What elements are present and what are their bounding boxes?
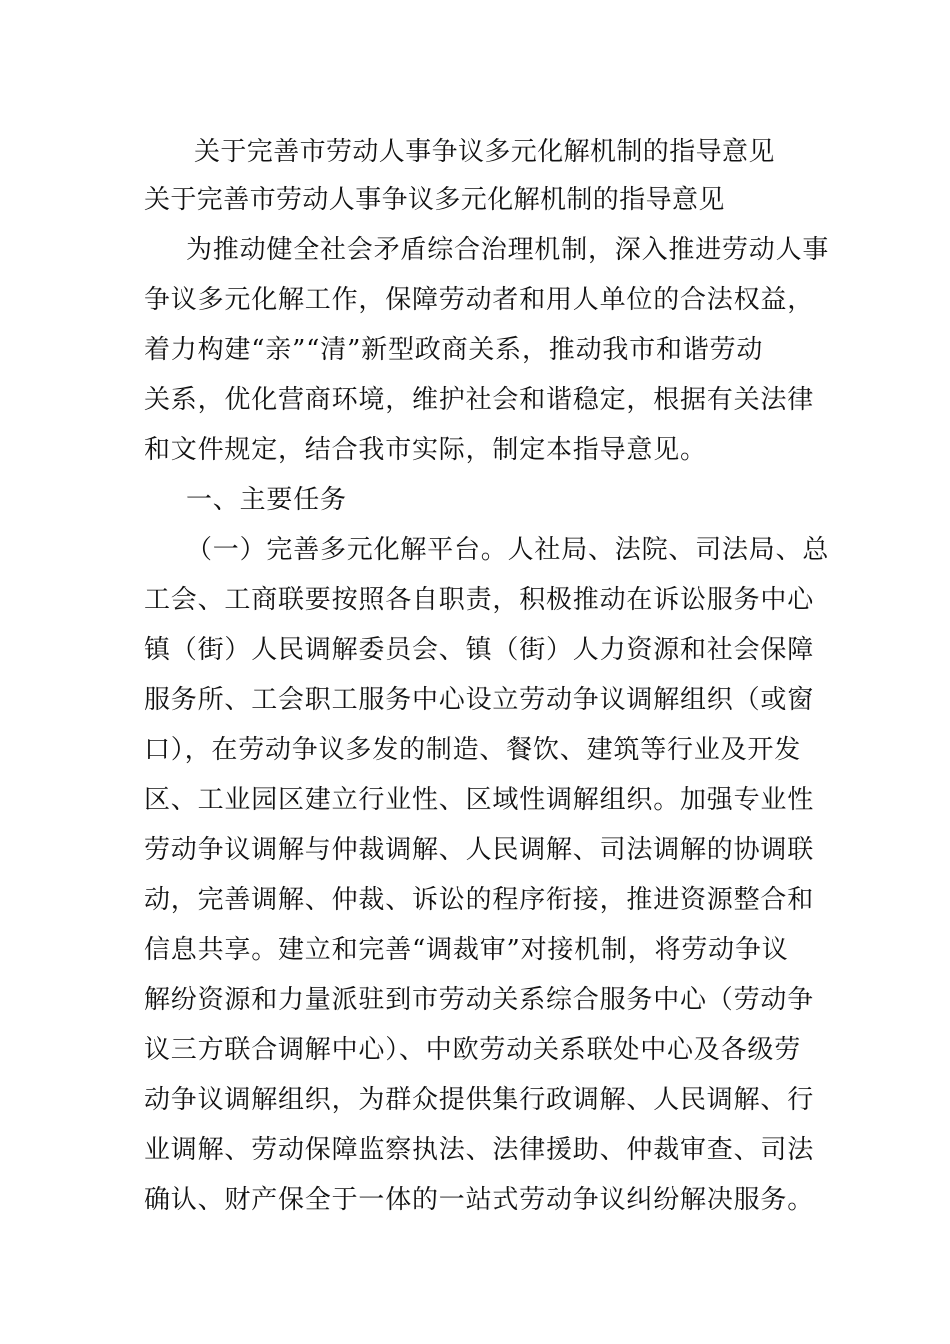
subsection-line-5: 口），在劳动争议多发的制造、餐饮、建筑等行业及开发 — [144, 735, 802, 765]
subsection-line-12: 动争议调解组织，为群众提供集行政调解、人民调解、行 — [144, 1085, 815, 1115]
subsection-line-7: 劳动争议调解与仲裁调解、人民调解、司法调解的协调联 — [144, 835, 815, 865]
subsection-line-13: 业调解、劳动保障监察执法、法律援助、仲裁审查、司法 — [144, 1135, 815, 1165]
subsection-line-2: 工会、工商联要按照各自职责，积极推动在诉讼服务中心 — [144, 585, 815, 615]
subsection-line-11: 议三方联合调解中心）、中欧劳动关系联处中心及各级劳 — [144, 1035, 802, 1065]
subsection-line-1: （一）完善多元化解平台。人社局、法院、司法局、总 — [186, 535, 830, 565]
intro-line-1: 为推动健全社会矛盾综合治理机制，深入推进劳动人事 — [186, 235, 830, 265]
intro-line-5: 和文件规定，结合我市实际，制定本指导意见。 — [144, 435, 707, 465]
subsection-line-3: 镇（街）人民调解委员会、镇（街）人力资源和社会保障 — [144, 635, 815, 665]
intro-line-3: 着力构建“亲”“清”新型政商关系，推动我市和谐劳动 — [144, 335, 764, 365]
subsection-line-10: 解纷资源和力量派驻到市劳动关系综合服务中心（劳动争 — [144, 985, 815, 1015]
subsection-line-14: 确认、财产保全于一体的一站式劳动争议纠纷解决服务。 — [144, 1185, 815, 1215]
document-title-left: 关于完善市劳动人事争议多元化解机制的指导意见 — [144, 185, 725, 215]
document-title-centered: 关于完善市劳动人事争议多元化解机制的指导意见 — [194, 137, 775, 167]
subsection-line-6: 区、工业园区建立行业性、区域性调解组织。加强专业性 — [144, 785, 815, 815]
subsection-line-4: 服务所、工会职工服务中心设立劳动争议调解组织（或窗 — [144, 685, 815, 715]
subsection-line-9: 信息共享。建立和完善“调裁审”对接机制，将劳动争议 — [144, 935, 789, 965]
intro-line-4: 关系，优化营商环境，维护社会和谐稳定，根据有关法律 — [144, 385, 815, 415]
subsection-line-8: 动，完善调解、仲裁、诉讼的程序衔接，推进资源整合和 — [144, 885, 815, 915]
section-heading: 一、主要任务 — [186, 485, 347, 515]
intro-line-2: 争议多元化解工作，保障劳动者和用人单位的合法权益， — [144, 285, 815, 315]
